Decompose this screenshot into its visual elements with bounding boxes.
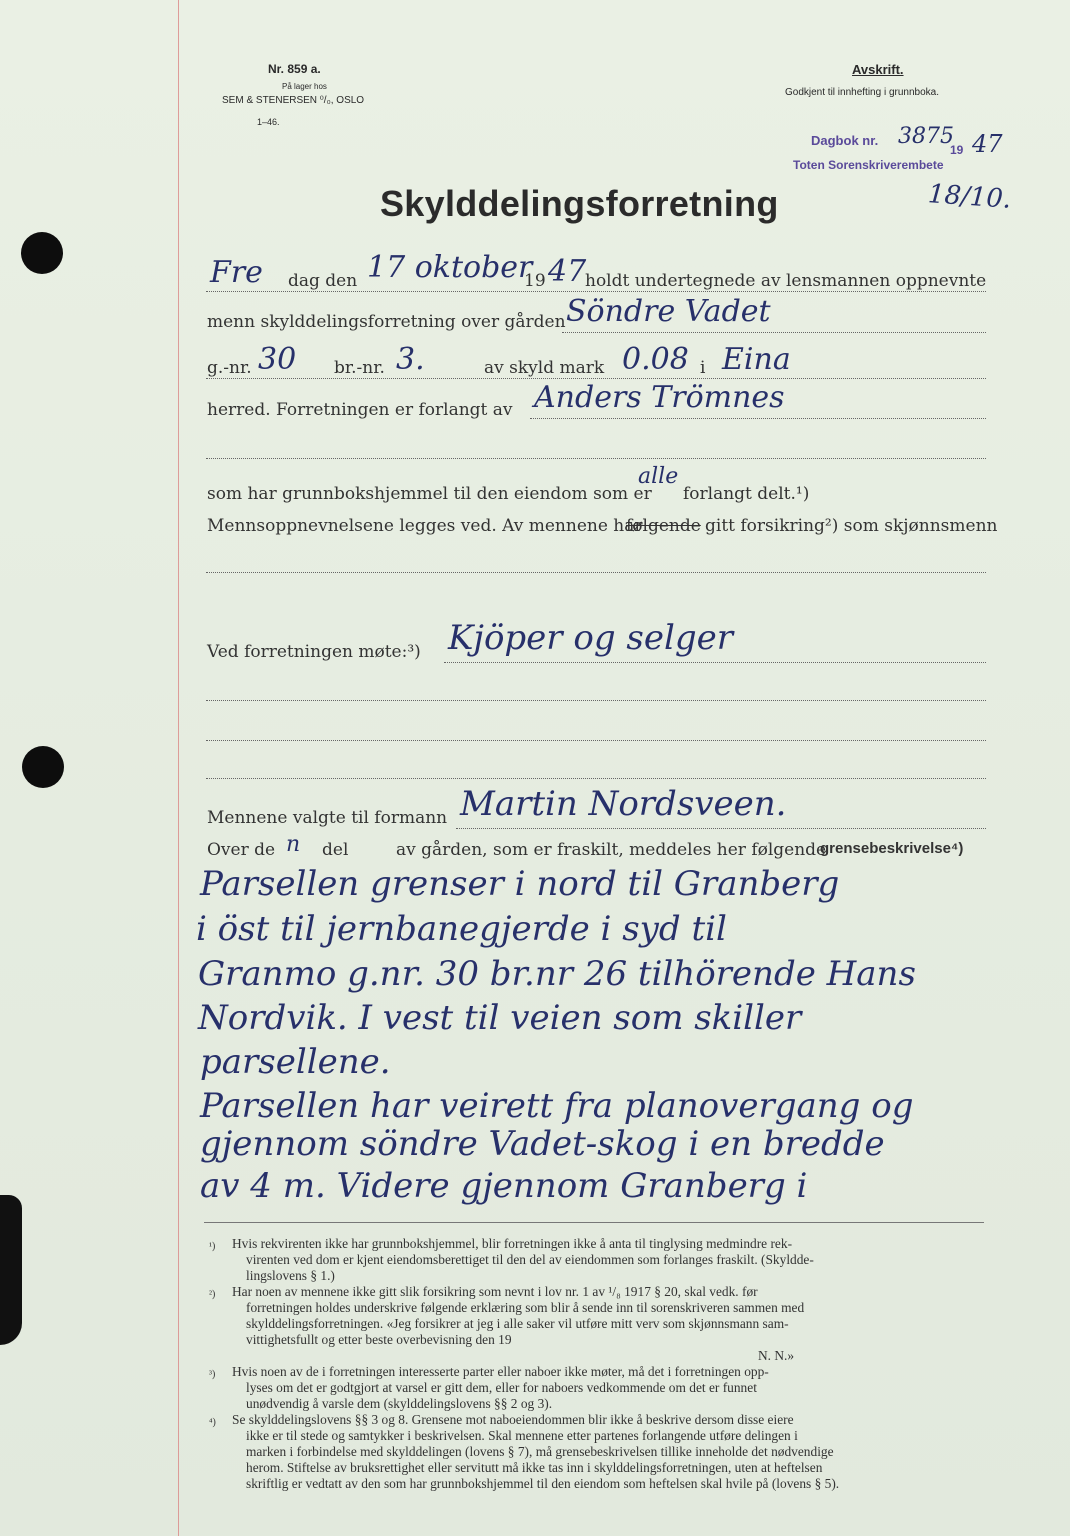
footnote-2-line-2: forretningen holdes underskrive følgende erklæring som blir å sende inn til sorenskriveren sammen med [246,1300,805,1315]
skyld-label: av skyld mark [484,358,605,378]
place-handwritten: Eina [722,342,791,377]
i-label: i [700,358,706,378]
fill-line-6 [206,572,986,573]
description-line-4: Nordvik. I vest til veien som skiller [198,998,802,1038]
page-title: Skylddelingsforretning [380,183,779,224]
footnote-4-marker: ⁴) [209,1417,216,1428]
footnote-1-marker: ¹) [209,1241,216,1252]
footnote-2-line-1: Har noen av mennene ikke gitt slik forsikring som nevnt i lov nr. 1 av ¹/₈ 1917 § 20, skal vedk. før [232,1284,758,1299]
mote-label: Ved forretningen møte:³) [207,642,421,662]
fill-line-9 [206,740,986,741]
mennsopp-text-b: gitt forsikring²) som skjønnsmenn [705,516,998,536]
publisher-line-2: SEM & STENERSEN ⁰/₀, OSLO [222,95,365,106]
red-margin-line [178,0,179,1536]
stamp-date: 18/10. [927,179,1013,215]
punch-hole-middle [22,746,64,788]
stamp-dagbok-number: 3875 [898,124,954,149]
fill-line-7 [444,662,986,663]
publisher-line-1: På lager hos [282,82,327,91]
footnote-3-marker: ³) [209,1369,216,1380]
skyld-handwritten: 0.08 [622,342,689,377]
footnote-4-line-3: marken i forbindelse med skylddelingen (lovens § 7), må grensebeskrivelsen tillike inneholde det nødvendige [246,1444,834,1459]
description-line-6: Parsellen har veirett fra planovergang og [200,1086,914,1126]
footnote-2-line-3: skylddelingsforretningen. «Jeg forsikrer at jeg i alle saker vil utføre mitt verv som skjønnsmann sam- [246,1316,789,1331]
description-line-5: parsellene. [200,1042,391,1082]
description-line-7: gjennom söndre Vadet-skog i en bredde [200,1124,885,1164]
description-line-3: Granmo g.nr. 30 br.nr 26 tilhörende Hans [198,954,916,994]
form-number: Nr. 859 a. [268,62,321,76]
over-n-handwritten: n [286,832,301,857]
footnote-3-line-2: lyses om det er godtgjort at varsel er gitt dem, eller for naboers vedkommende om det er funnet [246,1380,757,1395]
footnote-3-line-1: Hvis noen av de i forretningen interesserte parter eller naboer ikke møter, må det i forretningen opp- [232,1364,769,1379]
punch-hole-top [21,232,63,274]
copy-label: Avskrift. [852,62,904,77]
fill-line-8 [206,700,986,701]
stamp-year-suffix: 47 [972,130,1003,158]
held-text: holdt undertegnede av lensmannen oppnevnte [585,271,987,291]
footnote-1-line-2: virenten ved dom er kjent eiendomsberettiget til den del av eiendommen som forlanges fraskilt. (Skyldde- [246,1252,814,1267]
over-de-label: Over de [207,840,276,860]
hjemmel-text-b: forlangt delt.¹) [683,484,810,504]
alle-handwritten: alle [638,464,679,489]
herred-label: herred. Forretningen er forlangt av [207,400,513,420]
farm-name-handwritten: Söndre Vadet [566,294,771,329]
grensebeskrivelse-label: grensebeskrivelse⁴) [820,840,964,857]
year-prefix: 19 [524,271,546,291]
stamp-office: Toten Sorenskriverembete [793,158,944,172]
fill-line-2 [562,332,986,333]
dag-den-label: dag den [288,271,358,291]
footnote-2-line-4: vittighetsfullt og etter beste overbevisning den 19 [246,1332,512,1347]
requester-handwritten: Anders Trömnes [534,380,785,415]
gnr-label: g.-nr. [207,358,252,378]
footnote-4-line-4: herom. Stiftelse av bruksrettighet eller servitutt må ikke tas inn i skylddelingsforretningen, uten at heftelsen [246,1460,823,1475]
brnr-label: br.-nr. [334,358,385,378]
folgende-struck: følgende [626,516,701,536]
year-handwritten: 47 [548,254,587,289]
fill-line-1 [206,291,986,292]
date-handwritten: 17 oktober [367,250,533,285]
description-line-8: av 4 m. Videre gjennom Granberg i [200,1166,808,1206]
fill-line-5 [206,458,986,459]
scan-edge-shadow [0,1195,22,1345]
footnote-separator [204,1222,984,1223]
fill-line-11 [456,828,986,829]
farm-label: menn skylddelingsforretning over gården [207,312,566,332]
fill-line-10 [206,778,986,779]
del-label: del [322,840,349,860]
mennsopp-text: Mennsoppnevnelsene legges ved. Av mennene har [207,516,643,536]
hjemmel-text: som har grunnbokshjemmel til den eiendom som er [207,484,652,504]
copy-note: Godkjent til innhefting i grunnboka. [785,87,939,98]
footnote-4-line-2: ikke er til stede og samtykker i beskrivelsen. Skal mennene etter partenes forlangende utføre delingen i [246,1428,798,1443]
footnote-1-line-1: Hvis rekvirenten ikke har grunnbokshjemmel, blir forretningen ikke å anta til tinglysing medmindre rek- [232,1236,793,1251]
footnote-2-signature: N. N.» [758,1348,795,1363]
brnr-handwritten: 3. [396,342,425,377]
weekday-handwritten: Fre [210,255,263,290]
formann-handwritten: Martin Nordsveen. [460,784,787,824]
over-text: av gården, som er fraskilt, meddeles her følgende [396,840,827,860]
footnote-2-marker: ²) [209,1289,216,1300]
gnr-handwritten: 30 [258,342,297,377]
fill-line-3 [206,378,986,379]
stamp-year-prefix: 19 [950,143,964,157]
footnote-4-line-1: Se skylddelingslovens §§ 3 og 8. Grensene mot naboeiendommen blir ikke å beskrive dersom disse eiere [232,1412,794,1427]
formann-label: Mennene valgte til formann [207,808,448,828]
stamp-dagbok-label: Dagbok nr. [811,133,879,148]
print-code: 1–46. [257,117,280,127]
footnote-3-line-3: unødvendig å varsle dem (skylddelingslovens §§ 2 og 3). [246,1396,553,1411]
footnote-1-line-3: lingslovens § 1.) [246,1268,335,1283]
description-line-2: i öst til jernbanegjerde i syd til [196,909,727,949]
description-line-1: Parsellen grenser i nord til Granberg [200,864,840,904]
footnote-4-line-5: skriftlig er vedtatt av den som har grunnbokshjemmel til den eiendom som heftelsen skal hvile på (lovens § 5). [246,1476,840,1491]
fill-line-4 [530,418,986,419]
mote-handwritten: Kjöper og selger [448,618,733,658]
